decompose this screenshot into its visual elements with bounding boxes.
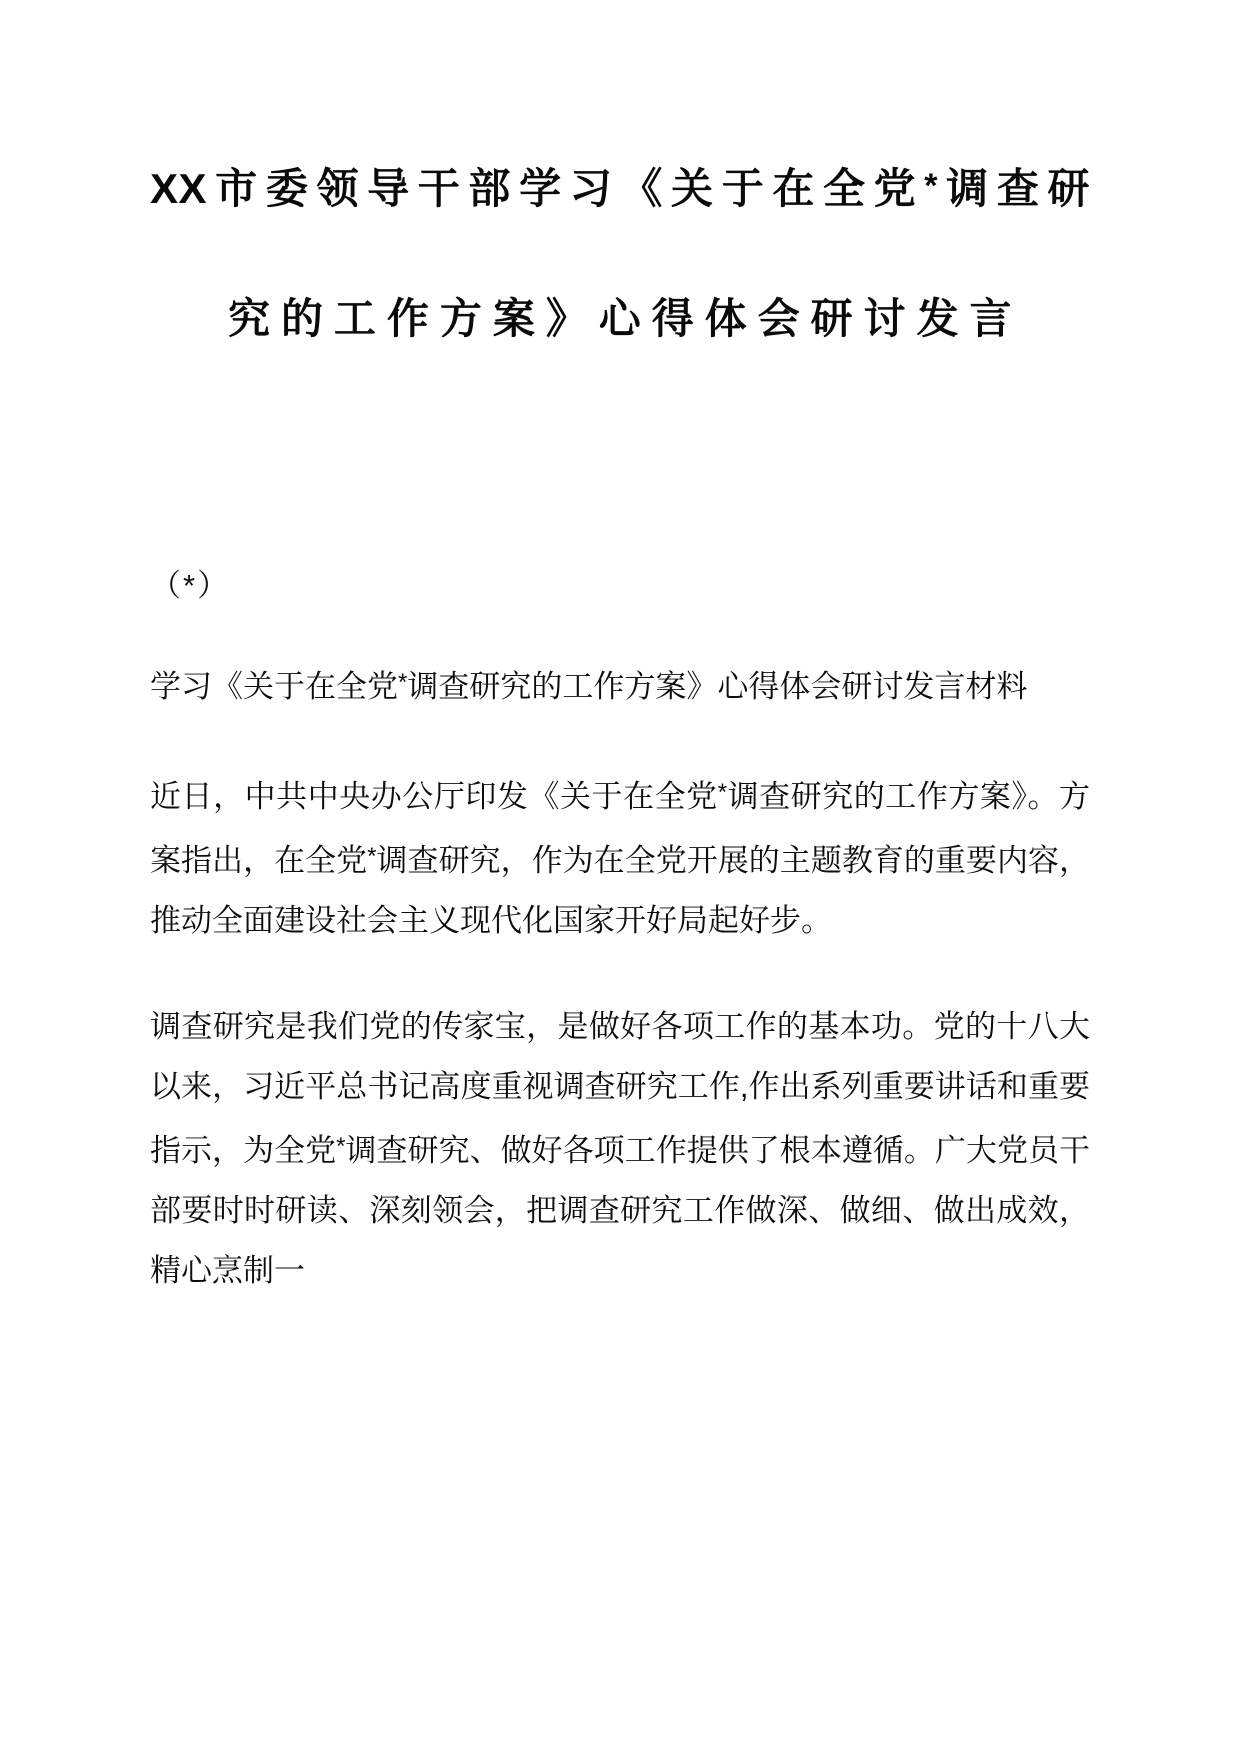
byline: （*） [150,568,231,603]
redaction-asterisk: * [717,779,728,806]
page-title-line-1: XX市委领导干部学习《关于在全党*调查研 [150,165,1090,212]
paragraph: 学习《关于在全党*调查研究的工作方案》心得体会研讨发言材料 [150,669,1028,704]
redaction-asterisk: * [367,843,377,870]
redaction-asterisk: * [924,167,939,205]
document-body [150,601,1090,1301]
paragraph: 调查研究是我们党的传家宝，是做好各项工作的基本功。党的十八大以来，习近平总书记高度重视调查研究工作,作出系列重要讲话和重要指示，为全党*调查研究、做好各项工作提供了根本遵循。广大党员干部要时时研读、深刻领会，把调查研究工作做深、做细、做出成效，精心烹制一 [150,1009,1091,1288]
redaction-asterisk: * [398,669,408,696]
page-title-line-2: 究的工作方案》心得体会研讨发言 [228,295,1012,342]
redaction-asterisk: * [336,1133,346,1160]
page-title [150,0,1090,340]
paragraph: 近日，中共中央办公厅印发《关于在全党*调查研究的工作方案》。方案指出，在全党*调查研究，作为在全党开展的主题教育的重要内容，推动全面建设社会主义现代化国家开好局起好步。 [150,779,1091,938]
